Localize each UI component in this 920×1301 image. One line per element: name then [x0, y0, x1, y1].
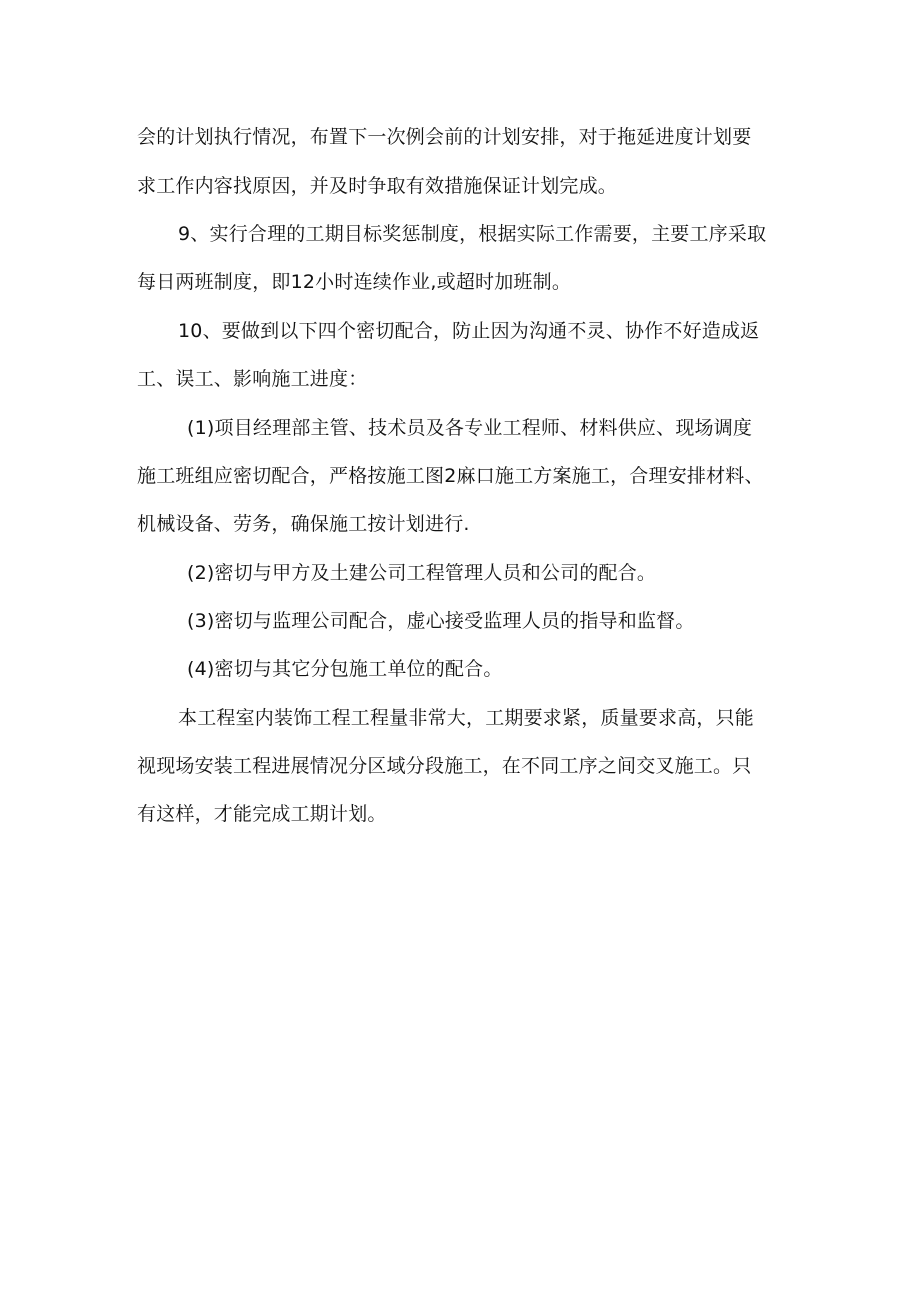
- paragraph-2-line-1: 9、实行合理的工期目标奖惩制度，根据实际工作需要，主要工序采取: [178, 223, 767, 245]
- paragraph-1-line-2: 求工作内容找原因，并及时争取有效措施保证计划完成。: [137, 175, 618, 197]
- paragraph-3-line-2: 工、误工、影响施工进度：: [137, 368, 368, 390]
- paragraph-8-line-1: 本工程室内装饰工程工程量非常大，工期要求紧，质量要求高，只能: [178, 707, 755, 729]
- paragraph-8-line-2: 视现场安装工程进展情况分区域分段施工，在不同工序之间交叉施工。只: [137, 755, 752, 777]
- paragraph-6-line-1: (3)密切与监理公司配合，虚心接受监理人员的指导和监督。: [187, 610, 695, 632]
- paragraph-4-line-2: 施工班组应密切配合，严格按施工图2麻口施工方案施工，合理安排材料、: [137, 465, 764, 487]
- paragraph-2-line-2: 每日两班制度，即12小时连续作业,或超时加班制。: [137, 271, 572, 293]
- paragraph-4-line-3: 机械设备、劳务，确保施工按计划进行.: [137, 513, 470, 535]
- paragraph-7-line-1: (4)密切与其它分包施工单位的配合。: [187, 658, 503, 680]
- paragraph-5-line-1: (2)密切与甲方及土建公司工程管理人员和公司的配合。: [187, 562, 657, 584]
- paragraph-4-line-1: (1)项目经理部主管、技术员及各专业工程师、材料供应、现场调度: [187, 417, 753, 439]
- paragraph-3-line-1: 10、要做到以下四个密切配合，防止因为沟通不灵、协作不好造成返: [178, 320, 760, 342]
- paragraph-8-line-3: 有这样，才能完成工期计划。: [137, 803, 387, 825]
- paragraph-1-line-1: 会的计划执行情况，布置下一次例会前的计划安排，对于拖延进度计划要: [137, 126, 752, 148]
